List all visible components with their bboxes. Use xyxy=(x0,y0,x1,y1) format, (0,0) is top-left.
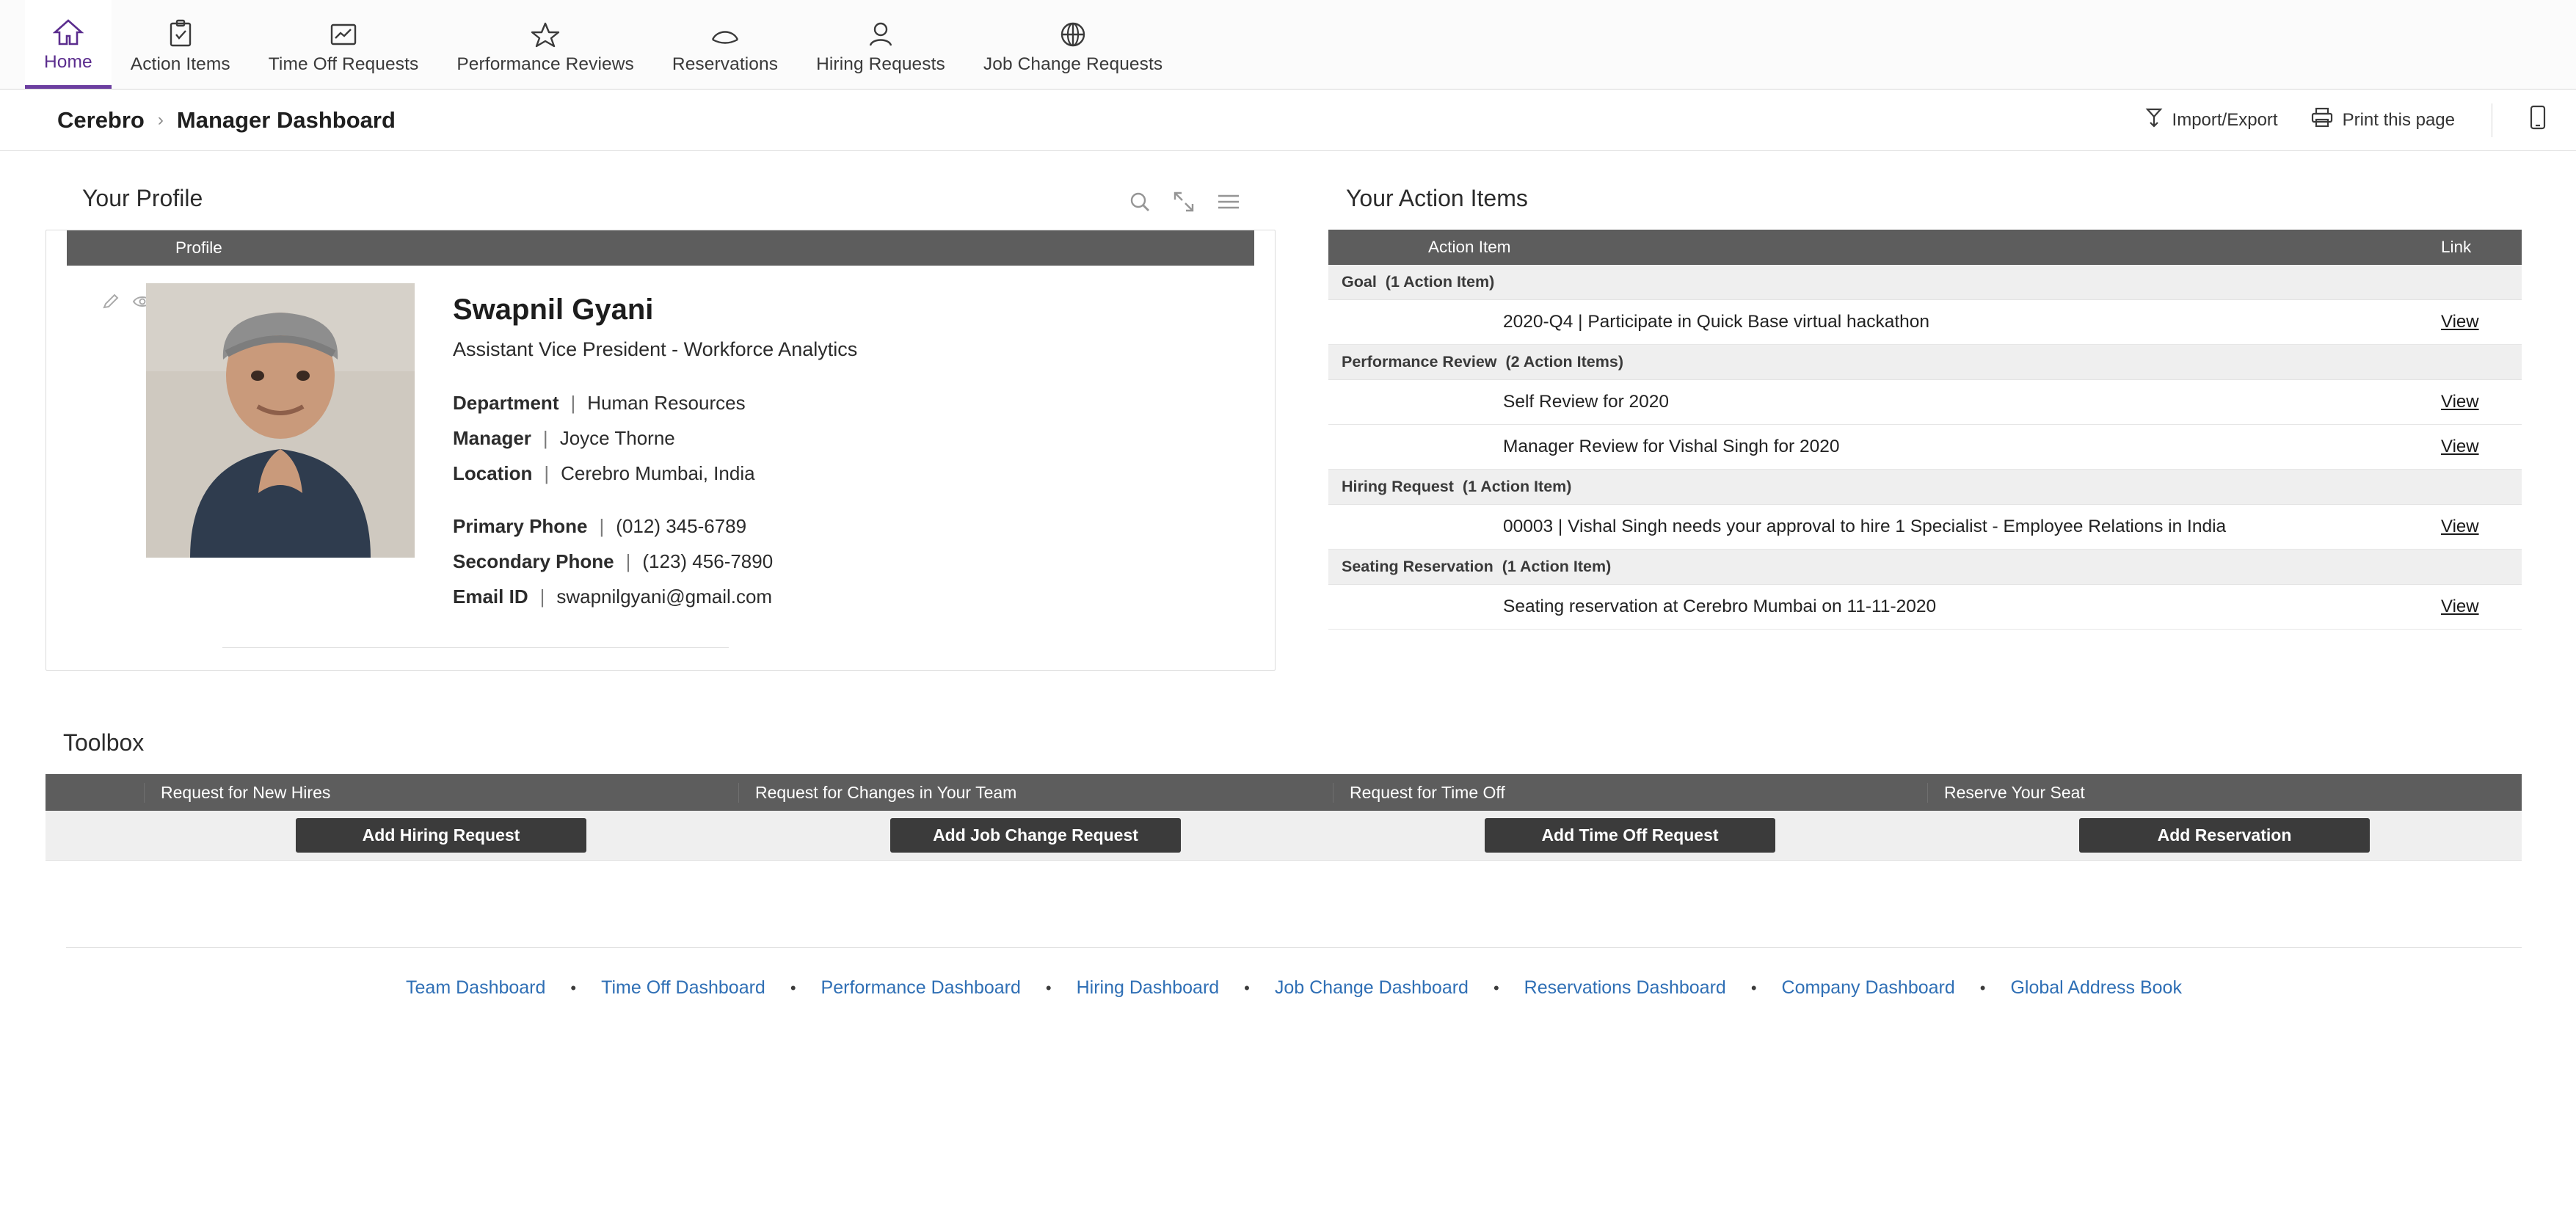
nav-item-label: Action Items xyxy=(130,54,230,74)
nav-item-label: Performance Reviews xyxy=(456,54,634,74)
nav-item-time-off-requests[interactable] xyxy=(250,0,438,89)
view-link[interactable]: View xyxy=(2441,392,2479,412)
view-link[interactable]: View xyxy=(2441,312,2479,332)
action-items-table xyxy=(1328,230,2522,630)
search-icon[interactable] xyxy=(1129,191,1151,216)
nav-item-label: Reservations xyxy=(672,54,779,74)
action-item-text: Self Review for 2020 xyxy=(1415,380,2428,425)
person-title: Assistant Vice President - Workforce Analytics xyxy=(453,338,858,360)
profile-panel-icons xyxy=(1129,185,1256,216)
profile-panel-title: Your Profile xyxy=(82,185,203,211)
column-header-spacer xyxy=(1328,230,1415,265)
nav-item-label: Home xyxy=(44,52,92,72)
field-label: Manager xyxy=(453,427,531,449)
action-item-text: 00003 | Vishal Singh needs your approval to hire 1 Specialist - Employee Relations in India xyxy=(1415,505,2428,550)
printer-icon xyxy=(2310,107,2334,133)
group-row-goal xyxy=(1328,265,2522,300)
nav-item-label: Job Change Requests xyxy=(983,54,1163,74)
footer-link-company-dashboard[interactable]: Company Dashboard xyxy=(1781,977,1955,998)
add-job-change-request-button[interactable]: Add Job Change Request xyxy=(890,818,1181,853)
add-reservation-button[interactable]: Add Reservation xyxy=(2079,818,2370,853)
group-row-hiring-request xyxy=(1328,470,2522,505)
action-items-column xyxy=(1328,185,2522,671)
field-separator: | xyxy=(542,427,548,449)
menu-icon[interactable] xyxy=(1217,192,1240,215)
field-separator: | xyxy=(544,462,550,484)
group-count: (1 Action Item) xyxy=(1385,273,1495,291)
print-page-button[interactable] xyxy=(2310,107,2455,133)
footer-separator: • xyxy=(790,978,796,997)
footer-link-hiring-dashboard[interactable]: Hiring Dashboard xyxy=(1076,977,1220,998)
avatar xyxy=(146,283,415,558)
table-row xyxy=(1328,505,2522,550)
field-label: Primary Phone xyxy=(453,515,588,537)
footer-separator: • xyxy=(1493,978,1499,997)
profile-field-department xyxy=(453,392,857,415)
toolbox-title: Toolbox xyxy=(63,729,145,756)
main-content xyxy=(0,151,2576,671)
add-time-off-request-button[interactable]: Add Time Off Request xyxy=(1485,818,1775,853)
nav-item-hiring-requests[interactable] xyxy=(797,0,964,89)
toolbox-section xyxy=(46,729,2522,861)
field-value: Cerebro Mumbai, India xyxy=(561,462,755,484)
nav-item-action-items[interactable] xyxy=(112,0,250,89)
nav-item-home[interactable] xyxy=(25,0,112,89)
chart-trend-icon xyxy=(329,15,358,48)
footer-link-performance-dashboard[interactable]: Performance Dashboard xyxy=(821,977,1021,998)
footer-separator: • xyxy=(570,978,577,997)
profile-field-manager xyxy=(453,427,857,450)
profile-field-email xyxy=(453,586,857,608)
breadcrumb-bar xyxy=(0,90,2576,151)
expand-icon[interactable] xyxy=(1173,191,1195,216)
star-icon xyxy=(531,15,560,48)
footer-separator: • xyxy=(1045,978,1052,997)
action-item-text: Seating reservation at Cerebro Mumbai on 11-11-2020 xyxy=(1415,585,2428,630)
field-separator: | xyxy=(599,515,605,537)
field-gap xyxy=(453,497,857,515)
home-icon xyxy=(53,12,84,46)
footer-separator: • xyxy=(1750,978,1757,997)
profile-panel-head xyxy=(46,185,1276,230)
group-label: Hiring Request xyxy=(1342,478,1454,495)
profile-body xyxy=(46,266,1275,621)
group-label: Seating Reservation xyxy=(1342,558,1493,575)
breadcrumb-separator: › xyxy=(157,109,164,130)
field-label: Email ID xyxy=(453,586,528,608)
toolbox-button-row xyxy=(46,811,2522,861)
mobile-device-icon xyxy=(2529,105,2547,135)
action-item-text: 2020-Q4 | Participate in Quick Base virtual hackathon xyxy=(1415,300,2428,345)
nav-item-label: Time Off Requests xyxy=(268,54,419,74)
toolbox-header-time-off: Request for Time Off xyxy=(1333,783,1927,803)
footer-separator: • xyxy=(1979,978,1986,997)
import-export-button[interactable] xyxy=(2144,106,2278,134)
field-value: swapnilgyani@gmail.com xyxy=(556,586,773,608)
nav-item-performance-reviews[interactable] xyxy=(437,0,653,89)
group-label: Performance Review xyxy=(1342,353,1497,371)
footer-links xyxy=(66,947,2522,999)
action-item-text: Manager Review for Vishal Singh for 2020 xyxy=(1415,425,2428,470)
field-separator: | xyxy=(625,550,631,572)
profile-column xyxy=(46,185,1276,671)
import-export-icon xyxy=(2144,106,2164,134)
field-separator: | xyxy=(570,392,576,414)
profile-divider xyxy=(222,647,729,648)
profile-card xyxy=(46,230,1276,671)
footer-link-team-dashboard[interactable]: Team Dashboard xyxy=(406,977,546,998)
action-items-table-header xyxy=(1328,230,2522,265)
add-hiring-request-button[interactable]: Add Hiring Request xyxy=(296,818,586,853)
view-link[interactable]: View xyxy=(2441,597,2479,616)
row-spacer xyxy=(1328,585,1415,630)
mobile-device-button[interactable] xyxy=(2529,105,2547,135)
field-value: Human Resources xyxy=(587,392,746,414)
print-page-label: Print this page xyxy=(2342,109,2455,130)
group-row-performance-review xyxy=(1328,345,2522,380)
group-count: (1 Action Item) xyxy=(1462,478,1572,495)
row-spacer xyxy=(1328,380,1415,425)
profile-table-header xyxy=(67,230,1254,266)
table-row xyxy=(1328,425,2522,470)
footer-link-reservations-dashboard[interactable]: Reservations Dashboard xyxy=(1524,977,1726,998)
group-count: (2 Action Items) xyxy=(1505,353,1623,371)
profile-details xyxy=(415,283,857,621)
person-name: Swapnil Gyani xyxy=(453,293,654,326)
page-title: Manager Dashboard xyxy=(176,106,396,133)
field-separator: | xyxy=(539,586,545,608)
nav-item-label: Hiring Requests xyxy=(816,54,945,74)
field-value: (012) 345-6789 xyxy=(616,515,747,537)
toolbox-header-team-changes: Request for Changes in Your Team xyxy=(738,783,1333,803)
column-header-action-item: Action Item xyxy=(1428,238,1511,256)
profile-header-label: Profile xyxy=(175,238,222,257)
profile-row-tools xyxy=(67,283,146,621)
nav-item-reservations[interactable] xyxy=(653,0,797,89)
field-label: Department xyxy=(453,392,559,414)
toolbox-header-row xyxy=(46,774,2522,811)
footer-link-time-off-dashboard[interactable]: Time Off Dashboard xyxy=(601,977,765,998)
table-row xyxy=(1328,585,2522,630)
person-add-icon xyxy=(866,15,895,48)
profile-field-secondary-phone xyxy=(453,550,857,573)
chair-icon xyxy=(710,15,741,48)
group-label: Goal xyxy=(1342,273,1377,291)
footer-separator: • xyxy=(1244,978,1250,997)
column-header-link: Link xyxy=(2441,238,2472,256)
top-navigation xyxy=(0,0,2576,90)
field-label: Location xyxy=(453,462,533,484)
profile-field-location xyxy=(453,462,857,485)
group-row-seating-reservation xyxy=(1328,550,2522,585)
breadcrumb-app[interactable]: Cerebro xyxy=(57,106,145,133)
row-spacer xyxy=(1328,300,1415,345)
import-export-label: Import/Export xyxy=(2172,109,2278,130)
table-row xyxy=(1328,300,2522,345)
footer-link-global-address-book[interactable]: Global Address Book xyxy=(2010,977,2182,998)
toolbox-header-reserve-seat: Reserve Your Seat xyxy=(1927,783,2522,803)
globe-icon xyxy=(1059,15,1087,48)
row-spacer xyxy=(1328,505,1415,550)
row-spacer xyxy=(1328,425,1415,470)
field-value: (123) 456-7890 xyxy=(642,550,774,572)
field-label: Secondary Phone xyxy=(453,550,614,572)
action-items-panel-title: Your Action Items xyxy=(1346,185,1528,211)
breadcrumb-actions xyxy=(2144,103,2547,137)
footer-link-job-change-dashboard[interactable]: Job Change Dashboard xyxy=(1274,977,1469,998)
table-row xyxy=(1328,380,2522,425)
edit-pencil-icon[interactable] xyxy=(102,293,120,621)
profile-field-primary-phone xyxy=(453,515,857,538)
group-count: (1 Action Item) xyxy=(1502,558,1612,575)
nav-item-job-change-requests[interactable] xyxy=(964,0,1182,89)
field-value: Joyce Thorne xyxy=(559,427,675,449)
view-link[interactable]: View xyxy=(2441,437,2479,456)
view-link[interactable]: View xyxy=(2441,517,2479,536)
clipboard-check-icon xyxy=(167,15,194,48)
toolbox-header-new-hires: Request for New Hires xyxy=(144,783,738,803)
